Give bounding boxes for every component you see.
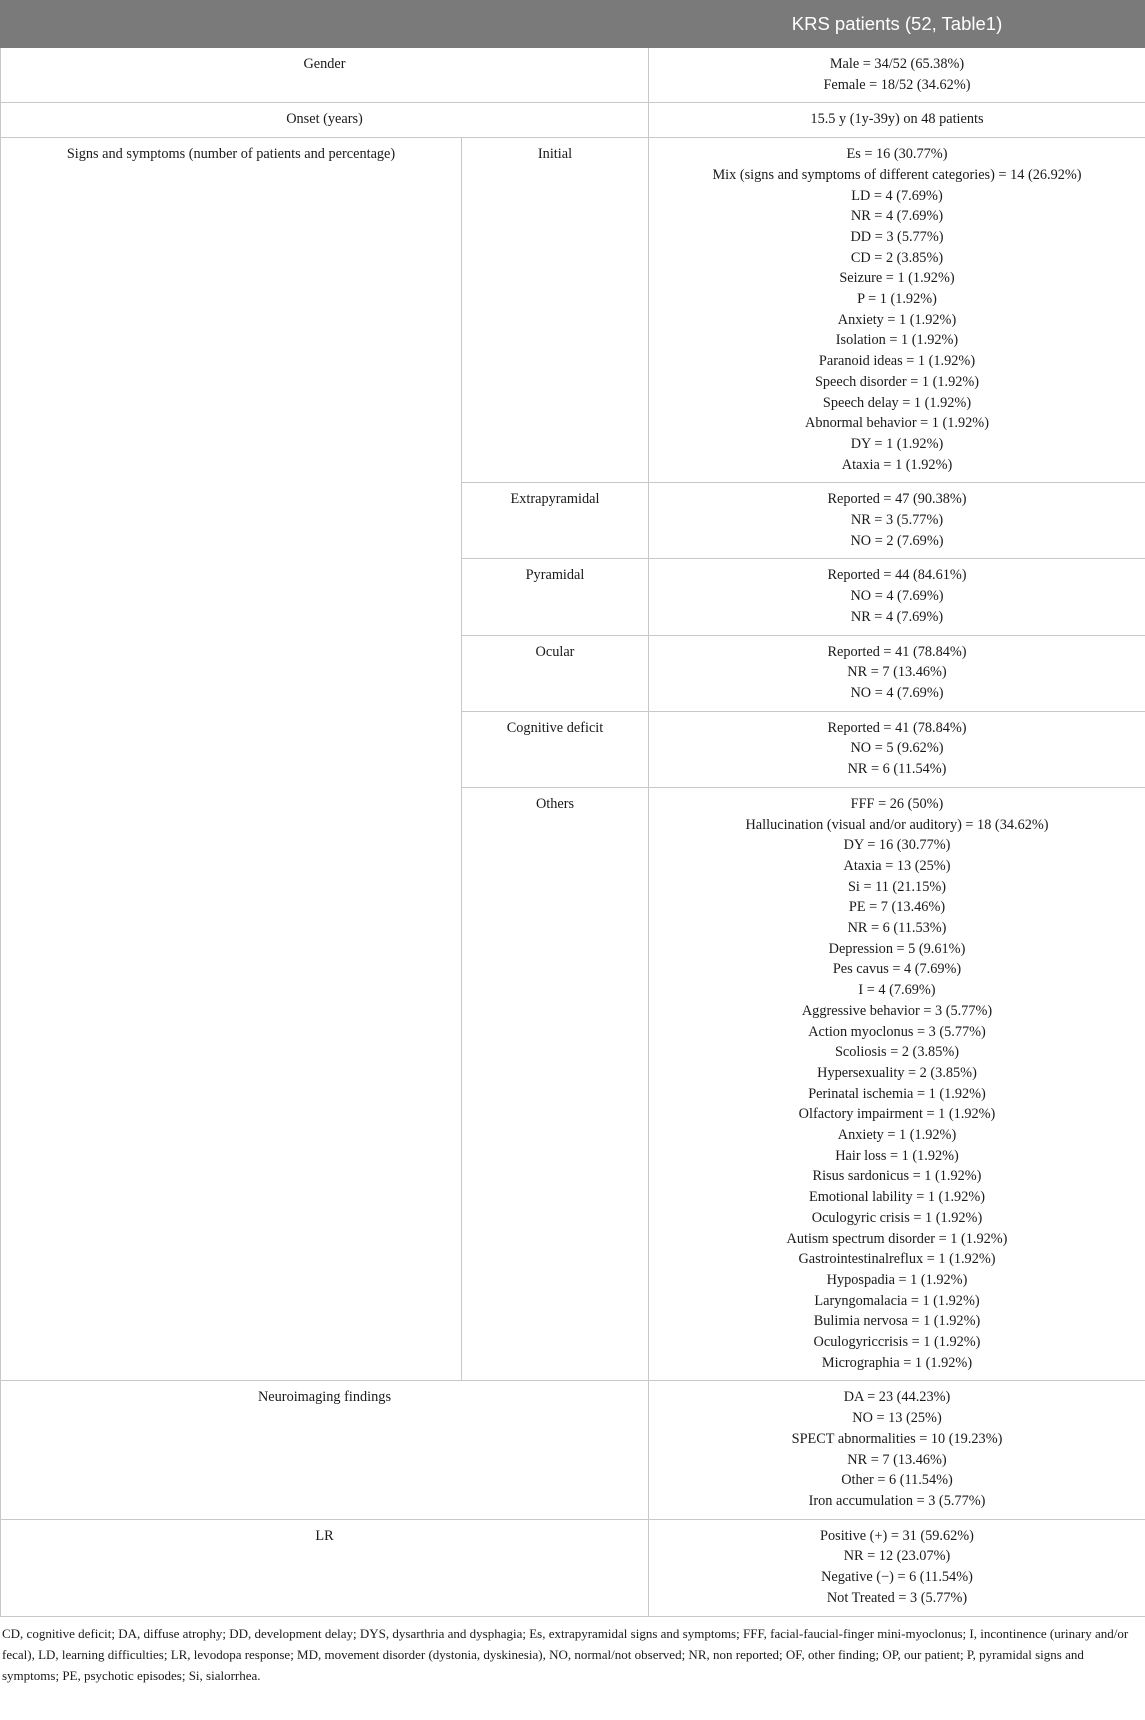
cell-value-line: Mix (signs and symptoms of different categories) = 14 (26.92%) <box>712 166 1082 183</box>
gender-label: Gender <box>1 48 649 103</box>
table-row-lr <box>1 1519 1145 1616</box>
cell-value-line: Olfactory impairment = 1 (1.92%) <box>798 1106 996 1123</box>
neuroimaging-label: Neuroimaging findings <box>1 1381 649 1519</box>
cell-value-line: NO = 5 (9.62%) <box>850 740 944 757</box>
cell-value-line: Hypersexuality = 2 (3.85%) <box>817 1064 977 1081</box>
cell-value-line: Oculogyric crisis = 1 (1.92%) <box>811 1209 983 1226</box>
onset-values <box>649 103 1145 138</box>
cell-value-line: Not Treated = 3 (5.77%) <box>826 1589 968 1606</box>
cell-value-line: Ataxia = 13 (25%) <box>843 857 951 874</box>
cell-value-line: Reported = 41 (78.84%) <box>827 719 967 736</box>
cell-value-line: Negative (−) = 6 (11.54%) <box>821 1569 973 1586</box>
table-row-onset <box>1 103 1145 138</box>
cell-value-line: P = 1 (1.92%) <box>857 291 937 308</box>
lr-label: LR <box>1 1519 649 1616</box>
cell-value-line: NO = 13 (25%) <box>852 1410 942 1427</box>
cell-value-line: NO = 4 (7.69%) <box>850 684 944 701</box>
cell-value-line: Laryngomalacia = 1 (1.92%) <box>814 1292 980 1309</box>
cell-value-line: Seizure = 1 (1.92%) <box>839 270 955 287</box>
cell-value-line: Speech delay = 1 (1.92%) <box>822 394 972 411</box>
cell-value-line: Isolation = 1 (1.92%) <box>835 332 959 349</box>
cell-value-line: NO = 2 (7.69%) <box>850 532 944 549</box>
pyramidal-label: Pyramidal <box>462 559 649 635</box>
cell-value-line: Ataxia = 1 (1.92%) <box>841 456 953 473</box>
cell-value-line: NR = 12 (23.07%) <box>843 1548 951 1565</box>
cell-value-line: NR = 4 (7.69%) <box>850 208 944 225</box>
cell-value-line: Pes cavus = 4 (7.69%) <box>832 961 962 978</box>
signs-label: Signs and symptoms (number of patients and percentage) <box>1 138 462 1381</box>
cell-value-line: NR = 3 (5.77%) <box>850 512 944 529</box>
cell-value-line: Action myoclonus = 3 (5.77%) <box>808 1023 986 1040</box>
cell-value-line: Iron accumulation = 3 (5.77%) <box>808 1493 986 1509</box>
cell-value-line: Emotional lability = 1 (1.92%) <box>808 1189 986 1206</box>
cell-value-line: Gastrointestinalreflux = 1 (1.92%) <box>798 1251 996 1268</box>
ocular-values <box>649 635 1145 711</box>
cell-value-line: Risus sardonicus = 1 (1.92%) <box>812 1168 982 1185</box>
cell-value-line: NR = 4 (7.69%) <box>850 608 944 625</box>
extrapyramidal-label: Extrapyramidal <box>462 483 649 559</box>
cell-value-line: NO = 4 (7.69%) <box>850 588 944 605</box>
cell-value-line: 15.5 y (1y-39y) on 48 patients <box>810 111 984 128</box>
initial-values <box>649 138 1145 483</box>
table-row-initial <box>1 138 1145 483</box>
header-title-cell: KRS patients (52, Table1) <box>649 1 1145 48</box>
neuroimaging-values <box>649 1381 1145 1519</box>
cell-value-line: Abnormal behavior = 1 (1.92%) <box>805 415 989 432</box>
pyramidal-values <box>649 559 1145 635</box>
cell-value-line: Si = 11 (21.15%) <box>847 878 947 895</box>
cell-value-line: Hypospadia = 1 (1.92%) <box>826 1271 968 1288</box>
cell-value-line: Anxiety = 1 (1.92%) <box>837 1127 957 1144</box>
cell-value-line: NR = 6 (11.54%) <box>847 761 947 778</box>
cell-value-line: Perinatal ischemia = 1 (1.92%) <box>808 1085 986 1102</box>
cell-value-line: Reported = 44 (84.61%) <box>827 567 967 584</box>
lr-values <box>649 1519 1145 1616</box>
cell-value-line: Scoliosis = 2 (3.85%) <box>834 1044 960 1061</box>
cell-value-line: Bulimia nervosa = 1 (1.92%) <box>813 1313 981 1330</box>
cognitive-label: Cognitive deficit <box>462 711 649 787</box>
initial-label: Initial <box>462 138 649 483</box>
header-row <box>1 1 1145 48</box>
cell-value-line: DY = 16 (30.77%) <box>843 837 951 854</box>
cell-value-line: DA = 23 (44.23%) <box>843 1389 951 1406</box>
others-values <box>649 787 1145 1381</box>
onset-label: Onset (years) <box>1 103 649 138</box>
table-footnote: CD, cognitive deficit; DA, diffuse atrophy; DD, development delay; DYS, dysarthria and dysphagia; Es, extrapyramidal signs and symptoms; FFF, facial-faucial-finger mini-myoclonus; I, incontinence (urinary and/or fecal), LD, learning difficulties; LR, levodopa response; MD, movement disorder (dystonia, dyskinesia), NO, normal/not observed; NR, non reported; OF, other finding; OP, our patient; P, pyramidal signs and symptoms; PE, psychotic episodes; Si, sialorrhea. <box>2 1625 1129 1683</box>
cell-value-line: LD = 4 (7.69%) <box>851 187 943 204</box>
cell-value-line: Female = 18/52 (34.62%) <box>823 76 971 93</box>
cell-value-line: Hair loss = 1 (1.92%) <box>835 1147 959 1164</box>
cell-value-line: DD = 3 (5.77%) <box>850 228 944 245</box>
cell-value-line: Positive (+) = 31 (59.62%) <box>820 1527 974 1544</box>
cell-value-line: Micrographia = 1 (1.92%) <box>821 1354 973 1371</box>
cell-value-line: Depression = 5 (9.61%) <box>828 940 966 957</box>
cell-value-line: NR = 6 (11.53%) <box>847 920 947 937</box>
cell-value-line: Other = 6 (11.54%) <box>841 1472 953 1489</box>
cell-value-line: CD = 2 (3.85%) <box>850 249 944 266</box>
gender-values <box>649 48 1145 103</box>
cell-value-line: Male = 34/52 (65.38%) <box>829 56 965 72</box>
table-row-neuroimaging <box>1 1381 1145 1519</box>
header-empty-cell <box>1 1 649 48</box>
ocular-label: Ocular <box>462 635 649 711</box>
cell-value-line: Es = 16 (30.77%) <box>846 146 948 163</box>
cell-value-line: DY = 1 (1.92%) <box>850 435 944 452</box>
cognitive-values <box>649 711 1145 787</box>
table-row-gender <box>1 48 1145 103</box>
cell-value-line: Aggressive behavior = 3 (5.77%) <box>801 1002 993 1019</box>
cell-value-line: Reported = 41 (78.84%) <box>827 643 967 660</box>
cell-value-line: Anxiety = 1 (1.92%) <box>837 311 957 328</box>
cell-value-line: Paranoid ideas = 1 (1.92%) <box>818 353 976 370</box>
cell-value-line: Hallucination (visual and/or auditory) = 18 (34.62%) <box>745 816 1049 833</box>
cell-value-line: Reported = 47 (90.38%) <box>827 491 967 508</box>
cell-value-line: NR = 7 (13.46%) <box>847 1451 947 1468</box>
cell-value-line: Speech disorder = 1 (1.92%) <box>814 373 980 390</box>
cell-value-line: I = 4 (7.69%) <box>858 982 936 999</box>
cell-value-line: PE = 7 (13.46%) <box>848 899 946 916</box>
cell-value-line: SPECT abnormalities = 10 (19.23%) <box>791 1430 1003 1447</box>
extrapyramidal-values <box>649 483 1145 559</box>
cell-value-line: FFF = 26 (50%) <box>850 795 944 812</box>
cell-value-line: NR = 7 (13.46%) <box>847 664 947 681</box>
cell-value-line: Oculogyriccrisis = 1 (1.92%) <box>813 1334 981 1351</box>
others-label: Others <box>462 787 649 1381</box>
cell-value-line: Autism spectrum disorder = 1 (1.92%) <box>786 1230 1008 1247</box>
